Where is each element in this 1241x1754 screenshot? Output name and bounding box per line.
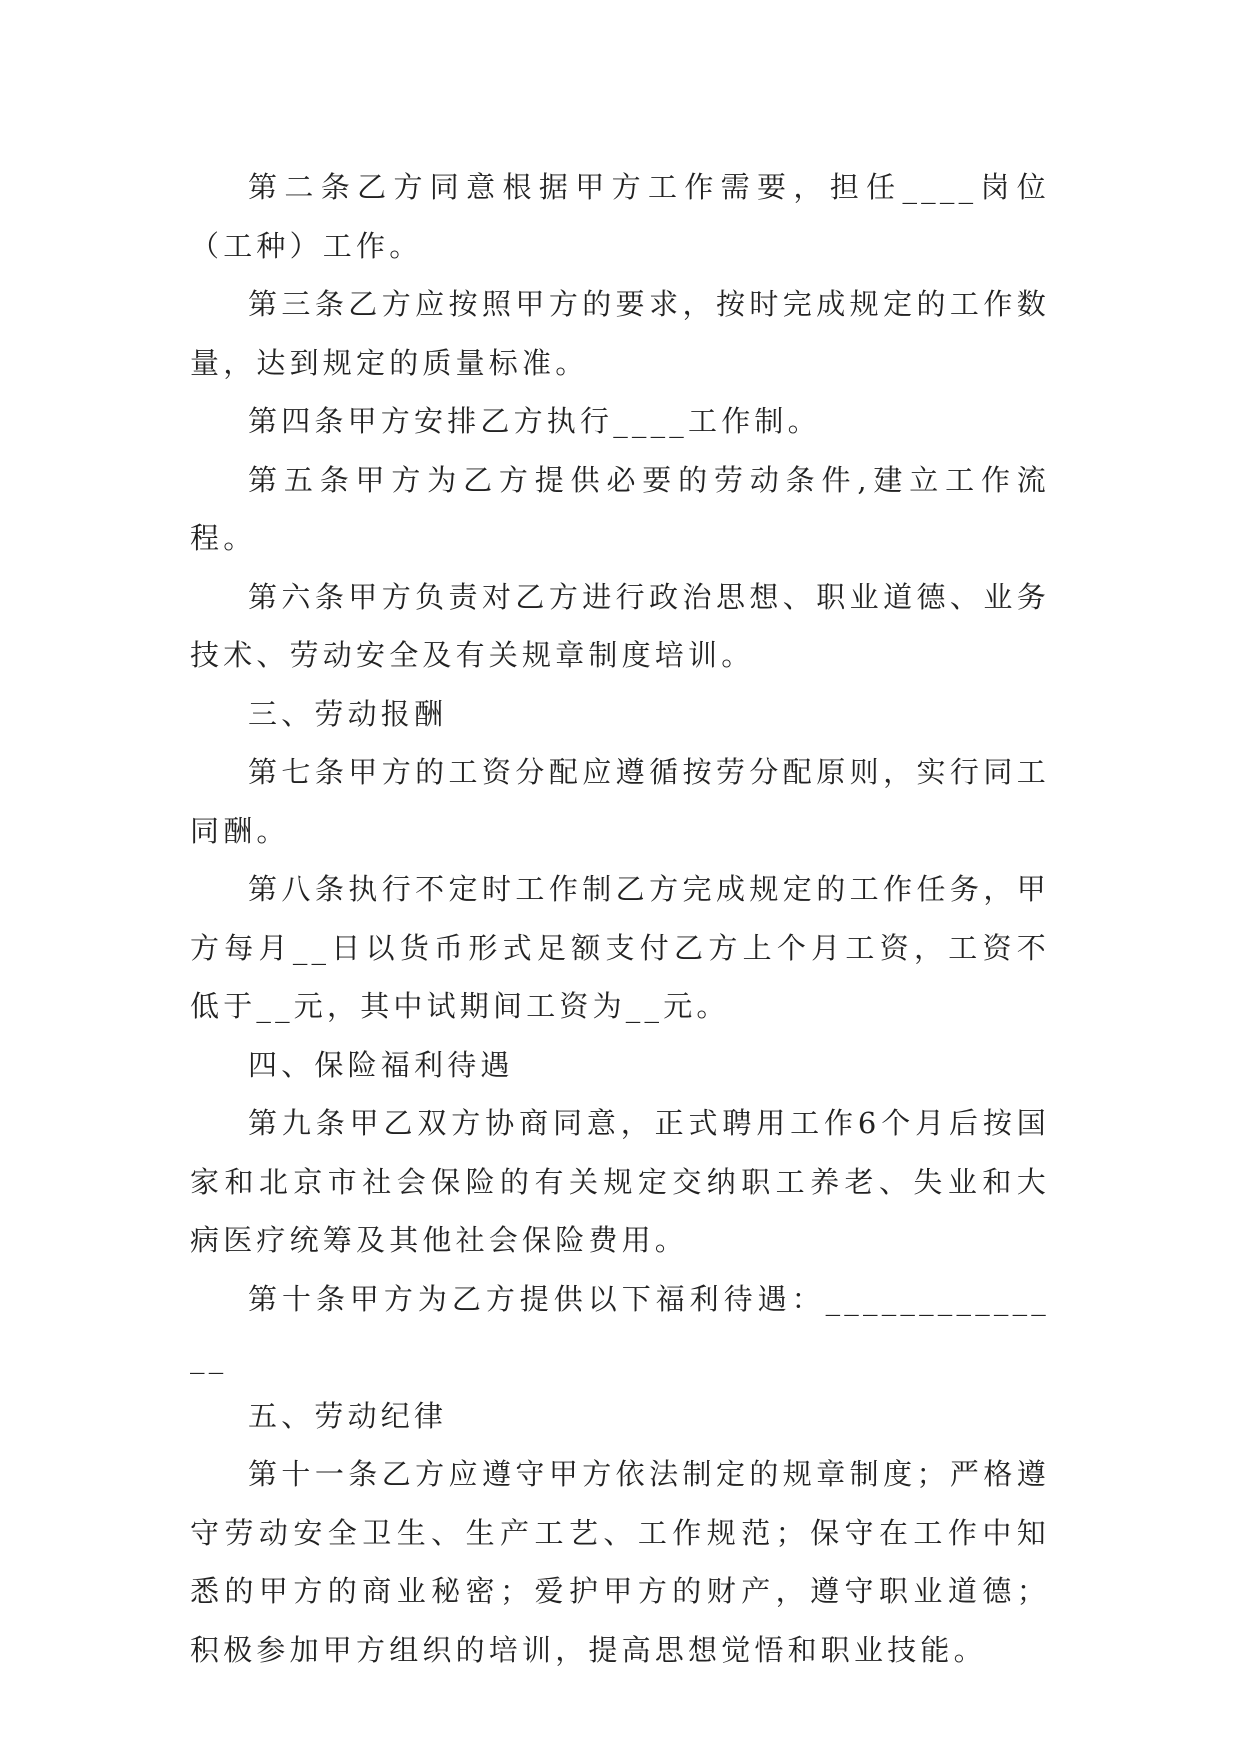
section-heading-3: 三、劳动报酬 [248,696,448,731]
clause-10: 第十条甲方为乙方提供以下福利待遇：______________ [190,1281,1050,1374]
clause-2: 第二条乙方同意根据甲方工作需要，担任____岗位（工种）工作。 [190,170,1050,263]
clause-6: 第六条甲方负责对乙方进行政治思想、职业道德、业务技术、劳动安全及有关规章制度培训。 [190,579,1050,672]
clause-7: 第七条甲方的工资分配应遵循按劳分配原则，实行同工同酬。 [190,755,1050,848]
section-heading-5: 五、劳动纪律 [248,1398,448,1433]
clause-9: 第九条甲乙双方协商同意，正式聘用工作6个月后按国家和北京市社会保险的有关规定交纳职工养老、失业和大病医疗统筹及其他社会保险费用。 [190,1106,1050,1257]
clause-5: 第五条甲方为乙方提供必要的劳动条件,建立工作流程。 [190,462,1050,555]
clause-8: 第八条执行不定时工作制乙方完成规定的工作任务，甲方每月__日以货币形式足额支付乙方上个月工资，工资不低于__元，其中试期间工资为__元。 [190,872,1050,1023]
clause-11: 第十一条乙方应遵守甲方依法制定的规章制度；严格遵守劳动安全卫生、生产工艺、工作规范；保守在工作中知悉的甲方的商业秘密；爱护甲方的财产，遵守职业道德；积极参加甲方组织的培训，提高思想觉悟和职业技能。 [190,1457,1050,1667]
clause-3: 第三条乙方应按照甲方的要求，按时完成规定的工作数量，达到规定的质量标准。 [190,287,1050,380]
clause-4: 第四条甲方安排乙方执行____工作制。 [248,404,821,438]
section-heading-4: 四、保险福利待遇 [248,1047,514,1082]
document-body [190,158,1050,1679]
